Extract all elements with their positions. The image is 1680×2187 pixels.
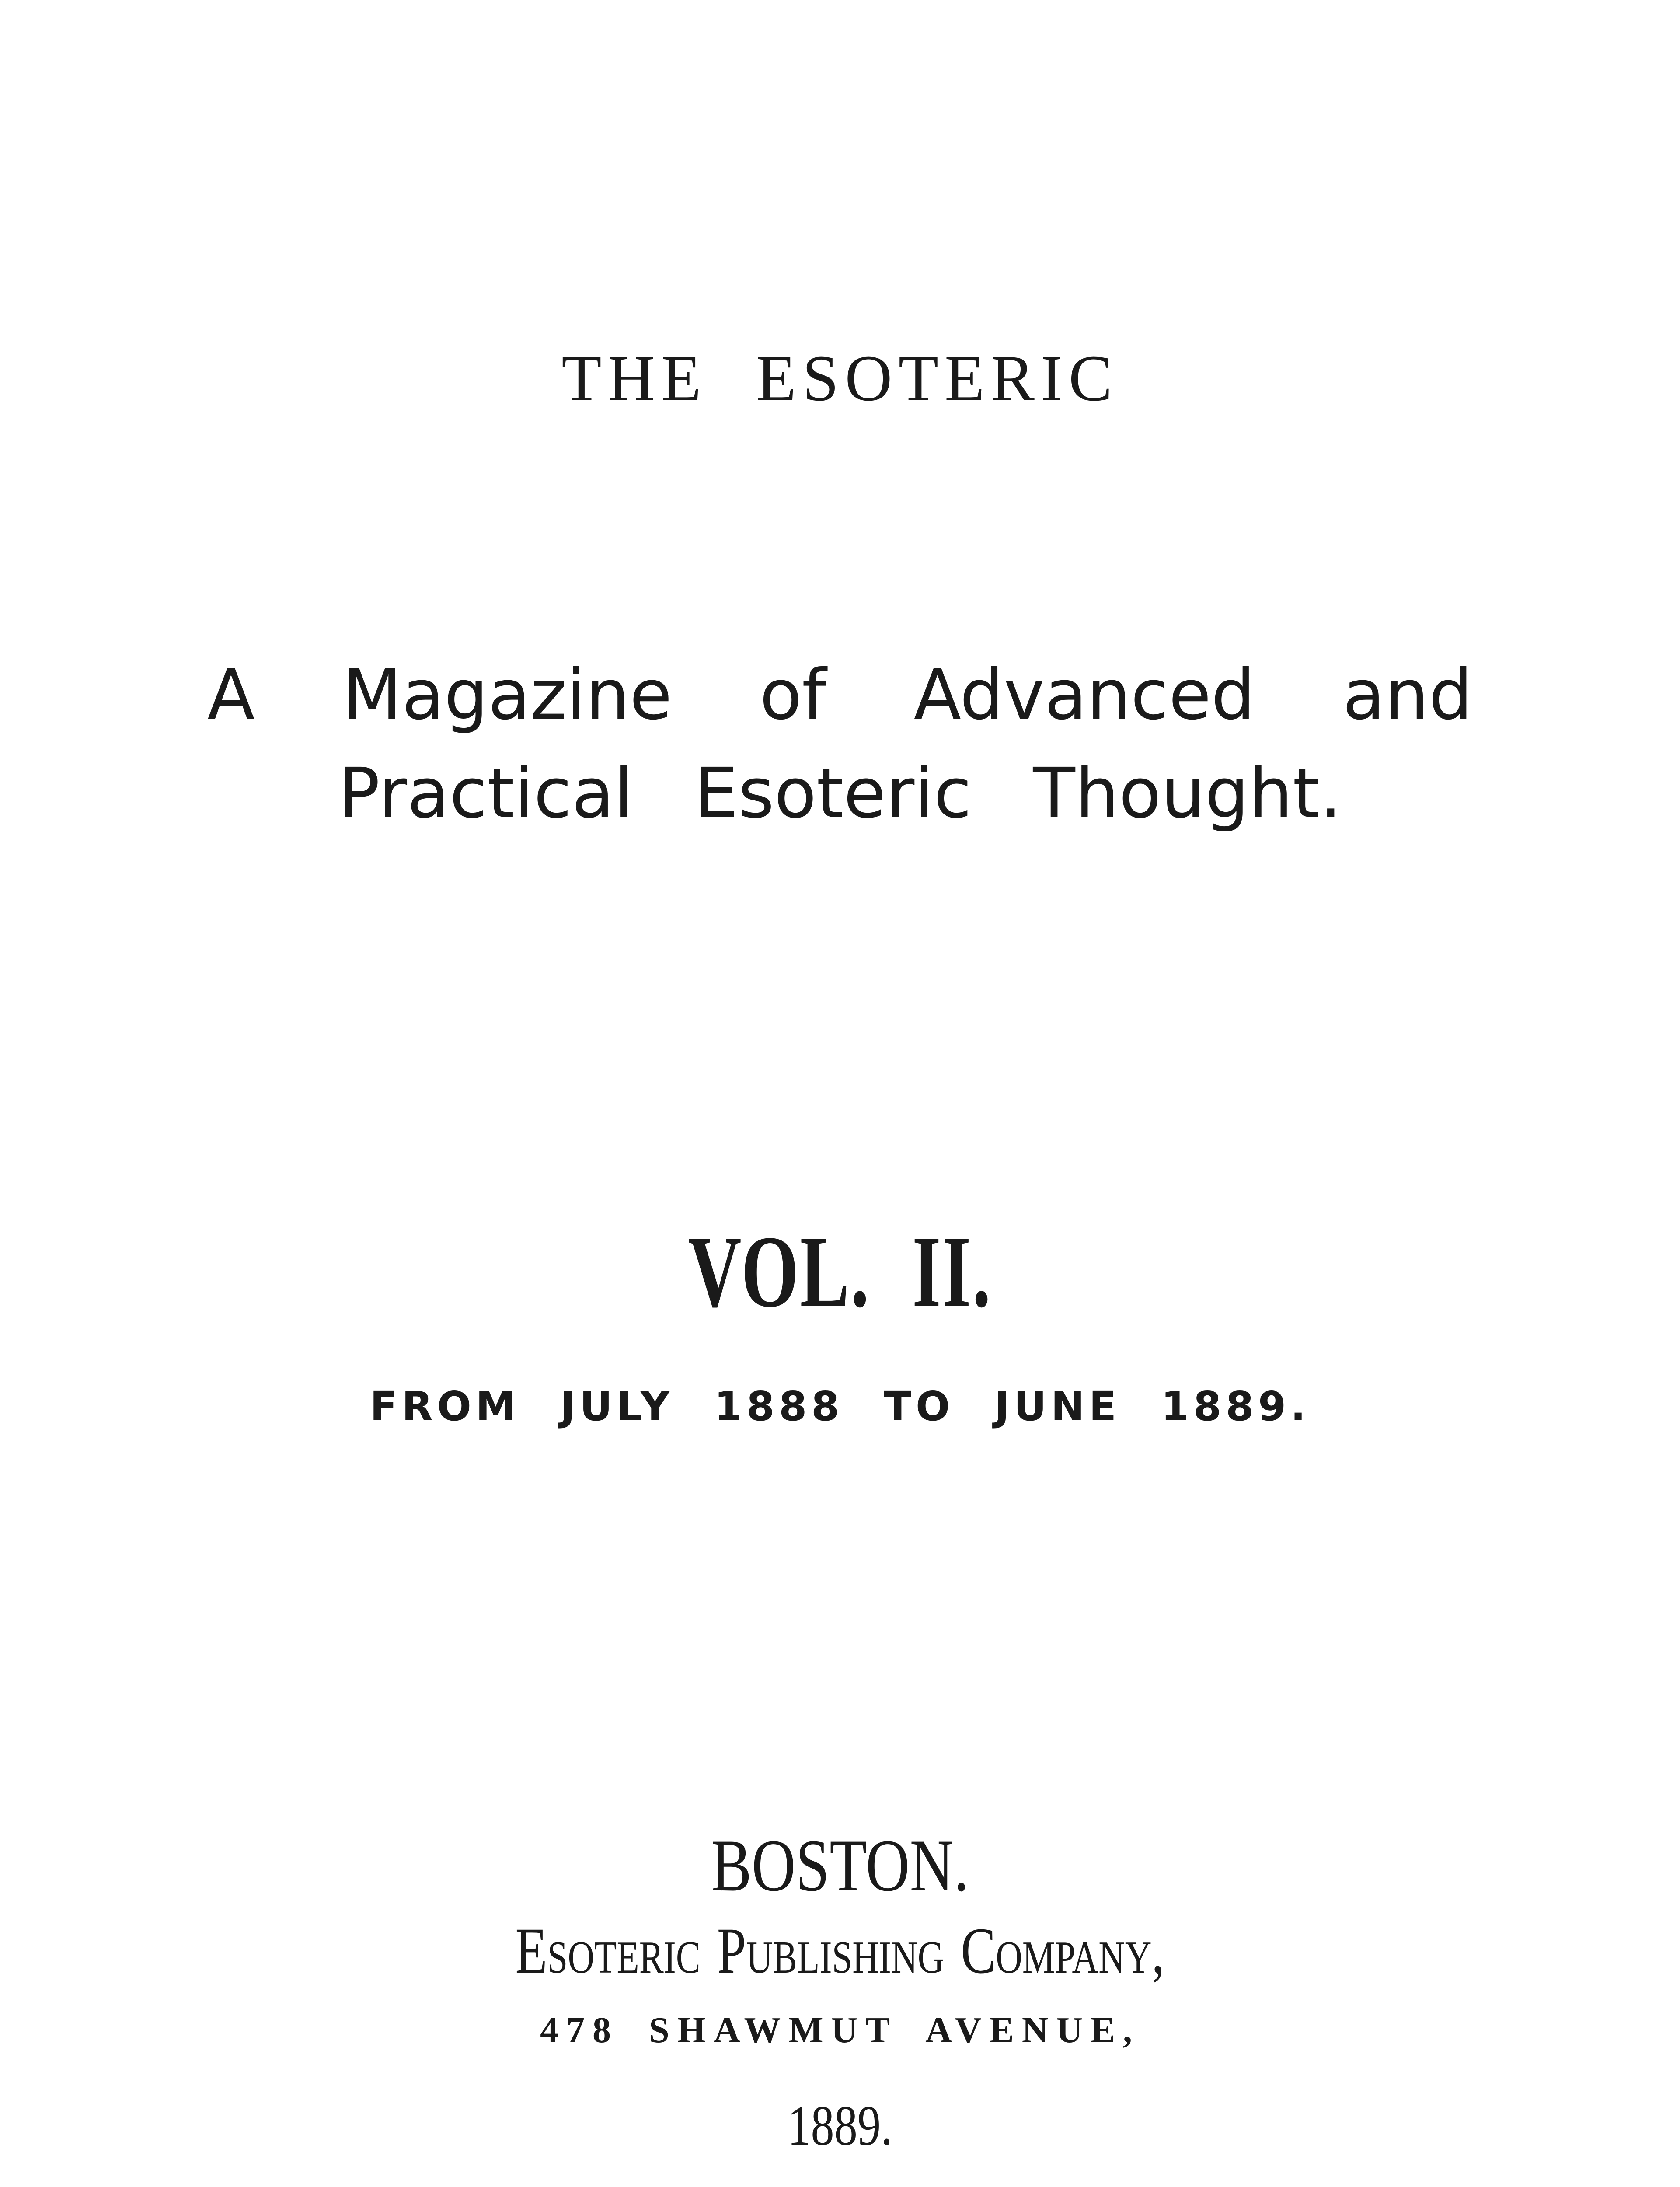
- date-range: FROM JULY 1888 TO JUNE 1889.: [369, 1383, 1311, 1430]
- imprint-year: 1889.: [788, 2094, 892, 2157]
- masthead-title: THE ESOTERIC: [561, 342, 1119, 415]
- subtitle-line-1: A Magazine of Advanced and: [207, 655, 1473, 735]
- volume-number: VOL. II.: [688, 1215, 992, 1328]
- imprint-address: 478 SHAWMUT AVENUE,: [540, 2010, 1140, 2051]
- subtitle-line-2: Practical Esoteric Thought.: [338, 753, 1342, 834]
- imprint-publisher: Esoteric Publishing Company,: [515, 1914, 1165, 1987]
- imprint-city: BOSTON.: [711, 1824, 969, 1907]
